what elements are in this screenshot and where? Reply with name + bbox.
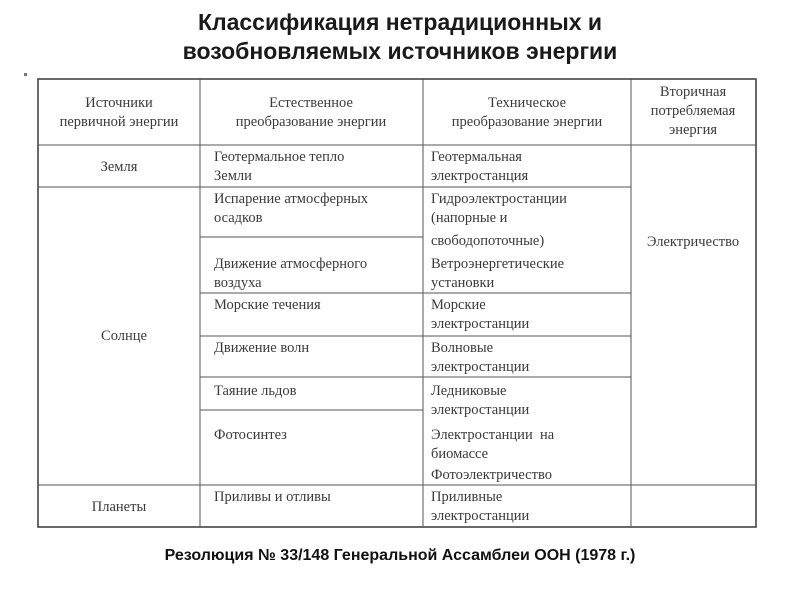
natural-geothermal-line2: Земли [214, 168, 252, 184]
tech-tidal-line1: Приливные [431, 489, 503, 505]
tech-photoelectric: Фотоэлектричество [431, 467, 552, 483]
header-sources-line1: Источники [85, 95, 153, 111]
tech-biomass-line2: биомассе [431, 446, 489, 462]
tech-marine-line1: Морские [431, 297, 486, 313]
header-secondary-line1: Вторичная [659, 84, 727, 100]
tech-wave-line2: электростанции [431, 359, 530, 375]
natural-ice: Таяние льдов [214, 383, 297, 399]
header-technical-line1: Техническое [487, 95, 567, 111]
secondary-electricity: Электричество [646, 234, 740, 250]
header-natural-line1: Естественное [269, 95, 353, 111]
tech-wind-line2: установки [431, 275, 495, 291]
header-secondary-line3: энергия [668, 122, 718, 138]
tech-geothermal-line2: электростанция [431, 168, 529, 184]
natural-air-line2: воздуха [214, 275, 262, 291]
source-sun: Солнце [101, 328, 147, 344]
natural-geothermal-line1: Геотермальное тепло [214, 149, 345, 165]
tech-wind-line1: Ветроэнергетические [431, 256, 565, 272]
title-line-2: возобновляемых источников энергии [182, 38, 618, 64]
tech-glacier-line1: Ледниковые [431, 383, 507, 399]
source-planets: Планеты [91, 499, 147, 515]
natural-waves: Движение волн [214, 340, 310, 356]
tech-marine-line2: электростанции [431, 316, 530, 332]
natural-tides: Приливы и отливы [214, 489, 331, 505]
natural-evaporation-line2: осадков [214, 210, 263, 226]
tech-hydro-line1: Гидроэлектростанции [431, 191, 567, 207]
tech-hydro-line3: свободопоточные) [431, 233, 545, 249]
tech-biomass-line1: Электростанции на [431, 427, 555, 443]
natural-air-line1: Движение атмосферного [214, 256, 368, 272]
natural-currents: Морские течения [214, 297, 321, 313]
natural-evaporation-line1: Испарение атмосферных [214, 191, 368, 207]
tech-glacier-line2: электростанции [431, 402, 530, 418]
header-technical-line2: преобразование энергии [451, 114, 603, 130]
header-secondary-line2: потребляемая [650, 103, 736, 119]
header-natural-line2: преобразование энергии [235, 114, 387, 130]
source-earth: Земля [100, 159, 138, 175]
tech-geothermal-line1: Геотермальная [431, 149, 522, 165]
tech-hydro-line2: (напорные и [431, 210, 508, 226]
footer-resolution: Резолюция № 33/148 Генеральной Ассамблеи ООН (1978 г.) [164, 547, 636, 564]
table-border [38, 79, 756, 527]
natural-photosynthesis: Фотосинтез [214, 427, 287, 443]
title-line-1: Классификация нетрадиционных и [197, 9, 603, 35]
header-sources-line2: первичной энергии [59, 114, 179, 130]
tech-wave-line1: Волновые [431, 340, 494, 356]
tech-tidal-line2: электростанции [431, 508, 530, 524]
